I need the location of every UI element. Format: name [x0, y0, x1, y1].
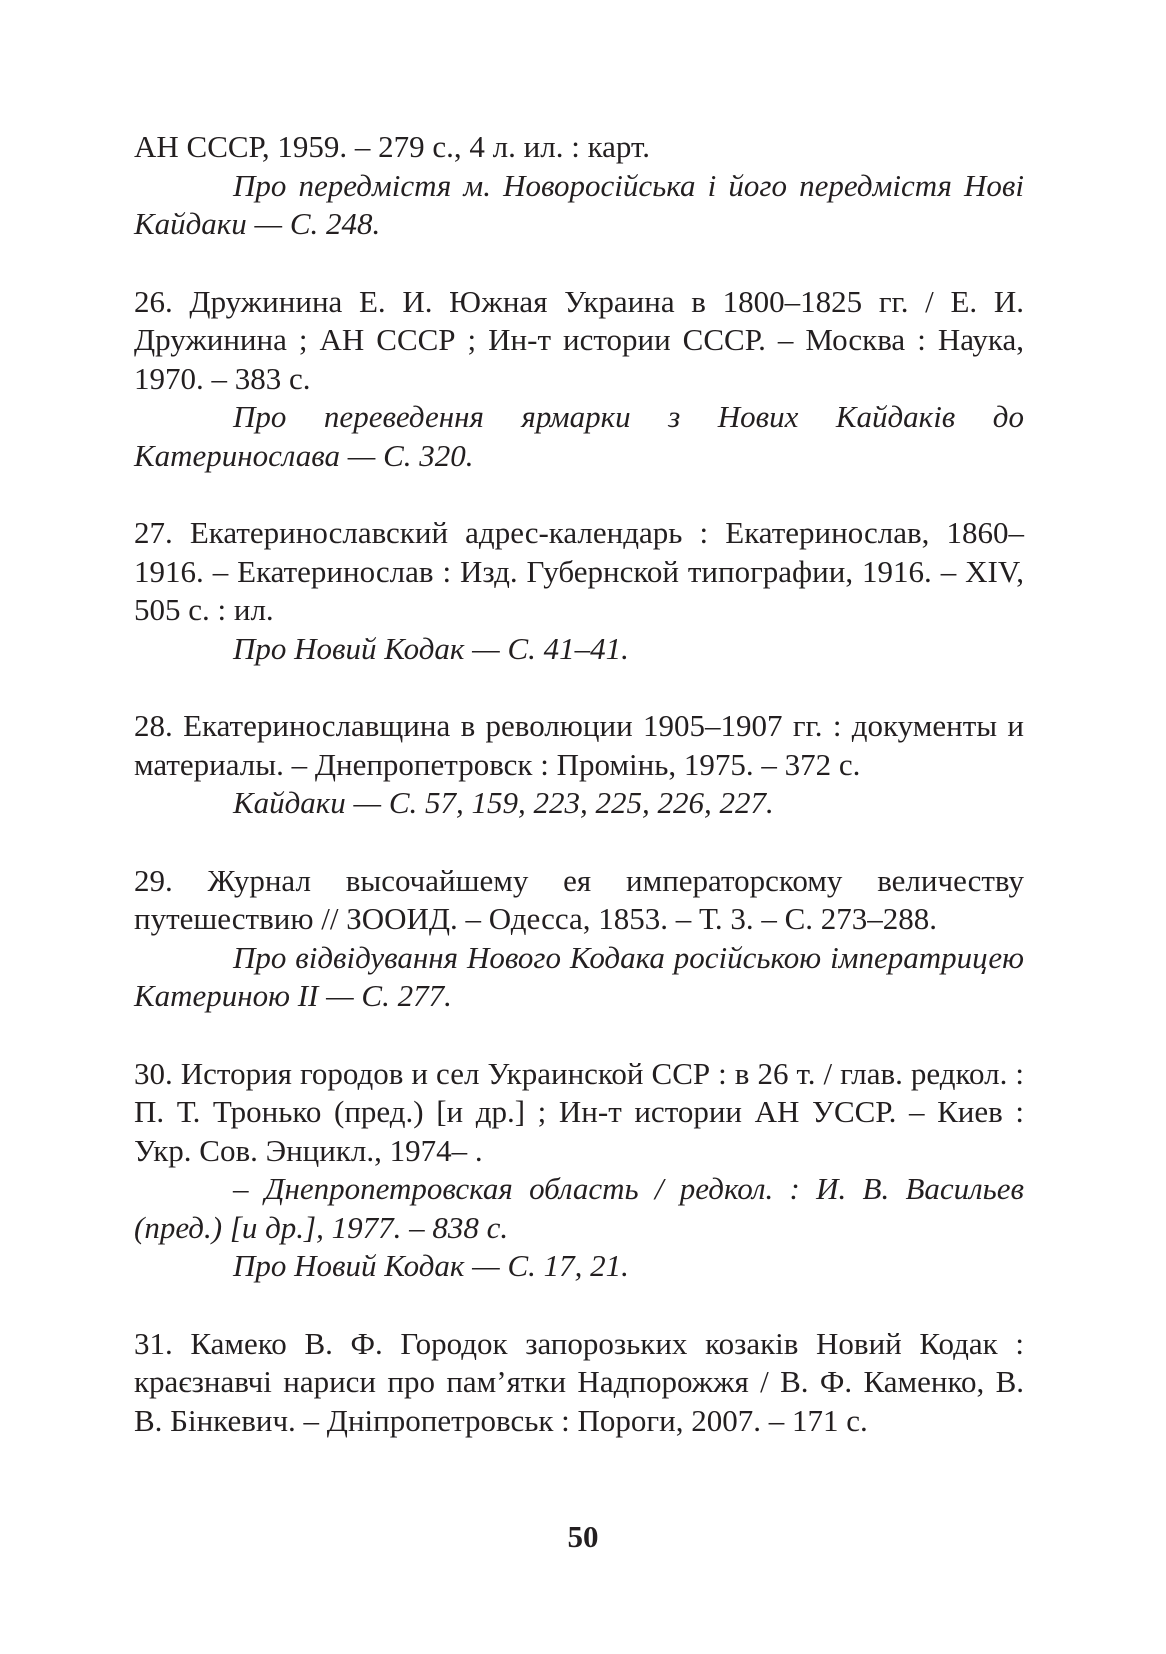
bibliography-entry: [134, 283, 1024, 476]
entry-annotation: Про Новий Кодак — С. 17, 21.: [233, 1248, 629, 1283]
entry-annotation: Про передмістя м. Новоросійська і його передмістя Нові Кайдаки — С. 248.: [134, 167, 1024, 241]
entry-citation: 27. Екатеринославский адрес-календарь : Екатеринослав, 1860–1916. – Екатеринослав : Изд. Губернской типографии, 1916. – XIV, 505 с. : ил.: [134, 515, 1024, 627]
entry-citation: 29. Журнал высочайшему ея императорскому величеству путешествию // ЗООИД. – Одесса, 1853. – Т. 3. – С. 273–288.: [134, 862, 1024, 936]
bibliography-list: [134, 128, 1024, 1479]
entry-citation: 28. Екатеринославщина в революции 1905–1907 гг. : документы и материалы. – Днепропетровск : Промінь, 1975. – 372 с.: [134, 708, 1024, 782]
bibliography-entry: [134, 862, 1024, 1016]
bibliography-entry: [134, 514, 1024, 668]
bibliography-entry: [134, 1325, 1024, 1441]
entry-annotation: Кайдаки — С. 57, 159, 223, 225, 226, 227.: [233, 785, 774, 820]
entry-citation: 26. Дружинина Е. И. Южная Украина в 1800–1825 гг. / Е. И. Дружинина ; АН СССР ; Ин-т истории СССР. – Москва : Наука, 1970. – 383 с.: [134, 283, 1024, 396]
bibliography-entry: [134, 1055, 1024, 1286]
entry-subtitle-annotation: – Днепропетровская область / редкол. : И. В. Васильев (пред.) [и др.], 1977. – 838 с.: [134, 1171, 1024, 1245]
entry-citation: АН СССР, 1959. – 279 с., 4 л. ил. : карт.: [134, 129, 650, 164]
entry-citation: 30. История городов и сел Украинской ССР : в 26 т. / глав. редкол. : П. Т. Тронько (пред.) [и др.] ; Ин-т истории АН УССР. – Киев : Укр. Сов. Энцикл., 1974– .: [134, 1055, 1024, 1168]
page-number: 50: [567, 1519, 599, 1554]
entry-annotation: Про переведення ярмарки з Нових Кайдаків до Катеринослава — С. 320.: [134, 399, 1024, 473]
entry-annotation: Про відвідування Нового Кодака російською імператрицею Катериною II — С. 277.: [134, 939, 1024, 1013]
entry-annotation: Про Новий Кодак — С. 41–41.: [233, 630, 629, 666]
bibliography-entry: [134, 128, 1024, 244]
bibliography-entry: [134, 707, 1024, 823]
entry-citation: 31. Камеко В. Ф. Городок запорозьких козаків Новий Кодак : краєзнавчі нариси про пам’ятки Надпорожжя / В. Ф. Каменко, В. В. Бінкевич. – Дніпропетровськ : Пороги, 2007. – 171 с.: [134, 1325, 1024, 1438]
